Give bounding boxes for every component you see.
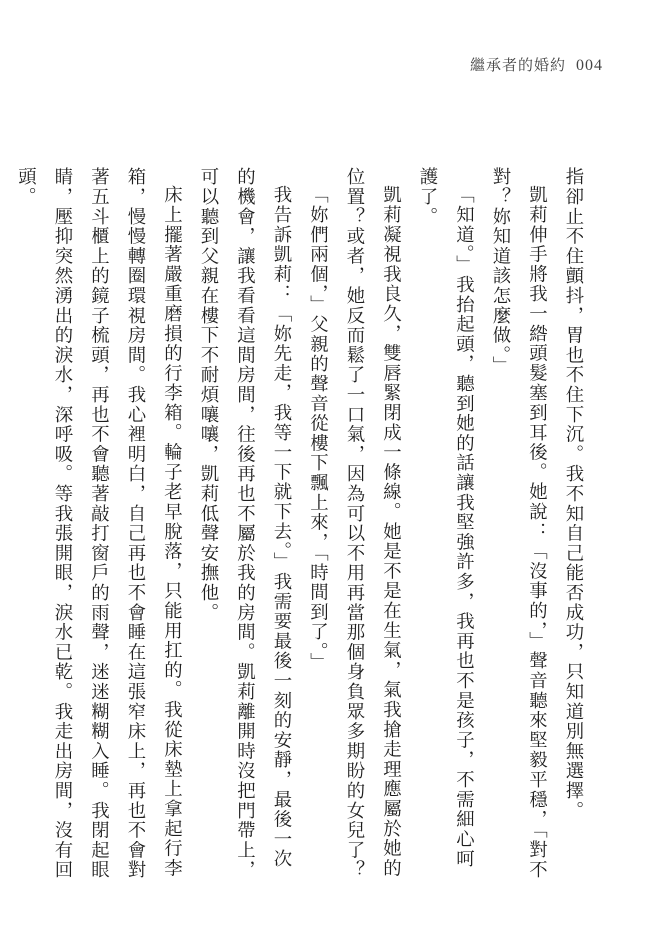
paragraph: 「知道。」我抬起頭，聽到她的話讓我堅強許多，我再也不是孩子，不需細心呵護了。 [417,167,475,870]
paragraph: 凱莉伸手將我一綹頭髮塞到耳後。她說：「沒事的，」聲音聽來堅毅平穩，「對不對？妳知道該怎麼做。」 [490,167,548,880]
paragraph: 「妳們兩個，」父親的聲音從樓下飄上來，「時間到了。」 [307,185,329,673]
paragraph: 凱莉凝視我良久，雙唇緊閉成一條線。她是不是在生氣，氣我搶走理應屬於她的位置？或者，她反而鬆了一口氣，因為可以不用再當那個身負眾多期盼的女兒了？ [344,167,402,880]
page-number: 004 [576,57,603,74]
book-title: 繼承者的婚約 [469,56,566,74]
paragraph: 我告訴凱莉：「妳先走，我等一下就下去。」我需要最後一刻的安靜，最後一次的機會，讓我看看這間房間，往後再也不屬於我的房間。凱莉離開時沒把門帶上，可以聽到父親在樓下不耐煩嚷嚷，凱莉低聲安撫他。 [198,167,292,880]
body-text [15,167,591,887]
paragraph: 床上擺著嚴重磨損的行李箱。輪子老早脫落，只能用扛的。我從床墊上拿起行李箱，慢慢轉圈環視房間。我心裡明白，自己再也不會睡在這張窄床上，再也不會對著五斗櫃上的鏡子梳頭，再也不會聽著敲打窗戶的雨聲，迷迷糊糊入睡。我閉起眼睛，壓抑突然湧出的淚水，深呼吸。等我張開眼，淚水已乾。我走出房間，沒有回頭。 [15,167,183,880]
paragraph: 指卻止不住顫抖，胃也不住下沉。我不知自己能否成功，只知道別無選擇。 [563,167,584,821]
running-header [470,54,603,75]
